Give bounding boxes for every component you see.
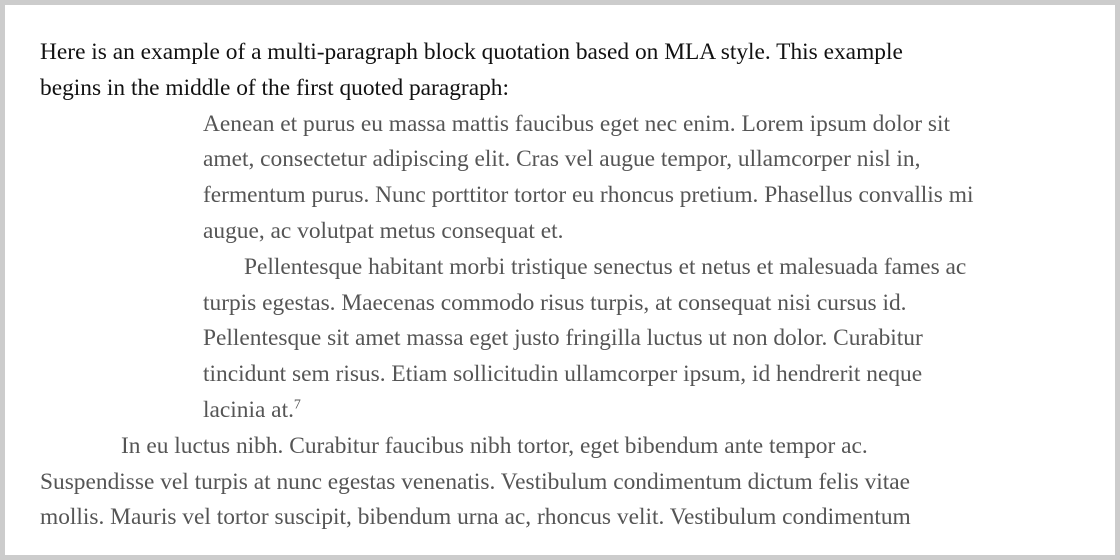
- footnote-marker[interactable]: 7: [293, 397, 301, 413]
- block-quote-p2-line-4: tincidunt sem risus. Etiam sollicitudin ullamcorper ipsum, id hendrerit neque: [203, 361, 923, 388]
- block-quote-p1-line-4: augue, ac volutpat metus consequat et.: [203, 217, 564, 244]
- block-quote-p2-line-5: [203, 393, 1110, 429]
- intro-line-1: Here is an example of a multi-paragraph block quotation based on MLA style. This example: [40, 39, 903, 65]
- block-quote-p1-line-3: fermentum purus. Nunc porttitor tortor eu rhoncus pretium. Phasellus convallis mi: [203, 182, 974, 209]
- intro-paragraph: [40, 35, 1110, 107]
- block-quote-paragraph-1: [203, 107, 1110, 250]
- intro-line-2: begins in the middle of the first quoted paragraph:: [40, 74, 509, 101]
- block-quote-p2-line-3: Pellentesque sit amet massa eget justo fringilla luctus ut non dolor. Curabitur: [203, 325, 923, 352]
- block-quote-p2-line-2: turpis egestas. Maecenas commodo risus turpis, at consequat nisi cursus id.: [203, 289, 907, 316]
- block-quote-paragraph-2: [203, 250, 1110, 429]
- document-body: [40, 35, 1110, 536]
- continuation-paragraph: [40, 429, 1110, 536]
- continuation-line-3: mollis. Mauris vel tortor suscipit, bibendum urna ac, rhoncus velit. Vestibulum condimentum: [40, 504, 911, 531]
- continuation-line-1: In eu luctus nibh. Curabitur faucibus nibh tortor, eget bibendum ante tempor ac.: [121, 432, 868, 459]
- continuation-line-2: Suspendisse vel turpis at nunc egestas venenatis. Vestibulum condimentum dictum felis vitae: [40, 468, 911, 495]
- block-quote-p1-line-1: Aenean et purus eu massa mattis faucibus eget nec enim. Lorem ipsum dolor sit: [203, 110, 951, 137]
- block-quote-p2-line-1: Pellentesque habitant morbi tristique senectus et netus et malesuada fames ac: [244, 253, 967, 280]
- block-quote-p1-line-2: amet, consectetur adipiscing elit. Cras vel augue tempor, ullamcorper nisl in,: [203, 146, 921, 173]
- block-quote-p2-line-5-text: lacinia at.: [203, 396, 294, 423]
